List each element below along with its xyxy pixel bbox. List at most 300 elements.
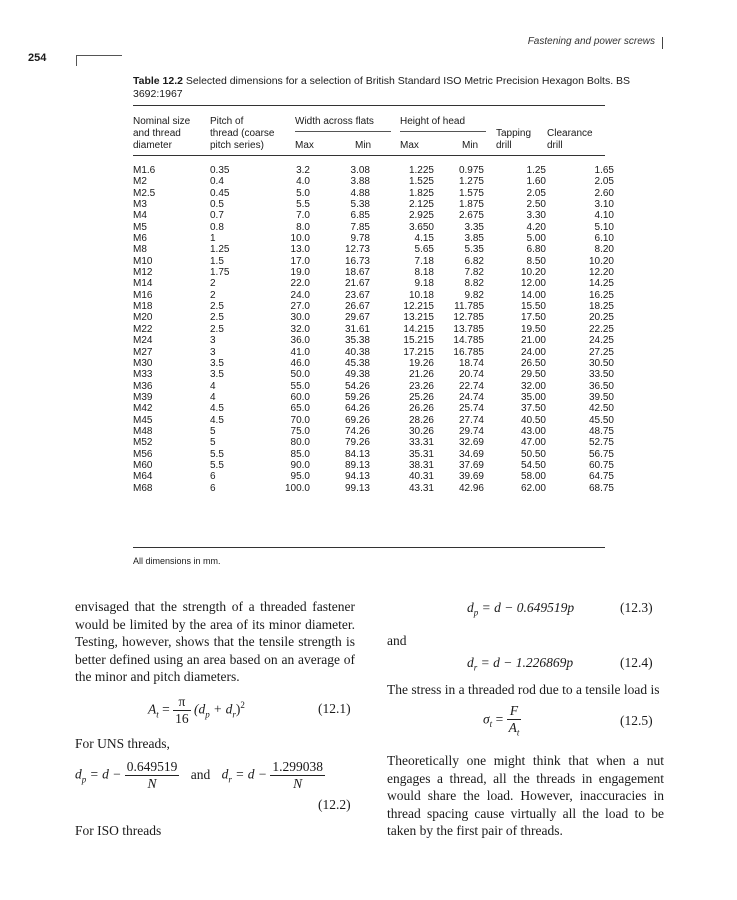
cell-height-max: 14.215 bbox=[403, 323, 434, 335]
cell-clearance-drill: 48.75 bbox=[588, 425, 614, 437]
cell-pitch: 1.25 bbox=[210, 244, 230, 256]
cell-width-max: 27.0 bbox=[290, 301, 310, 313]
cell-height-min: 1.575 bbox=[458, 187, 484, 199]
width-group-rule bbox=[295, 131, 391, 132]
corner-mark-horizontal bbox=[76, 55, 122, 56]
cell-tapping-drill: 37.50 bbox=[520, 403, 546, 415]
cell-nominal-size: M24 bbox=[133, 335, 153, 347]
header-line: diameter bbox=[133, 140, 172, 151]
cell-pitch: 2 bbox=[210, 289, 216, 301]
eq-num: 1.299038 bbox=[272, 759, 323, 774]
cell-nominal-size: M6 bbox=[133, 233, 147, 245]
header-pitch bbox=[210, 116, 274, 152]
cell-nominal-size: M16 bbox=[133, 289, 153, 301]
cell-clearance-drill: 6.10 bbox=[594, 233, 614, 245]
cell-width-max: 70.0 bbox=[290, 414, 310, 426]
cell-pitch: 6 bbox=[210, 471, 216, 483]
cell-pitch: 3.5 bbox=[210, 369, 224, 381]
cell-height-min: 42.96 bbox=[458, 482, 484, 494]
header-height-min: Min bbox=[462, 140, 479, 151]
cell-nominal-size: M12 bbox=[133, 267, 153, 279]
table-bottom-rule bbox=[133, 547, 605, 548]
cell-clearance-drill: 24.25 bbox=[588, 335, 614, 347]
eq-symbol: A bbox=[148, 701, 157, 717]
cell-width-min: 3.08 bbox=[350, 165, 370, 176]
cell-clearance-drill: 16.25 bbox=[588, 289, 614, 301]
header-nominal-size bbox=[133, 116, 190, 152]
cell-height-max: 33.31 bbox=[408, 437, 434, 449]
cell-width-min: 6.85 bbox=[350, 210, 370, 222]
cell-height-min: 37.69 bbox=[458, 459, 484, 471]
cell-width-min: 45.38 bbox=[344, 357, 370, 369]
cell-clearance-drill: 42.50 bbox=[588, 403, 614, 415]
cell-nominal-size: M27 bbox=[133, 346, 153, 358]
cell-width-max: 8.0 bbox=[296, 221, 310, 233]
cell-clearance-drill: 27.25 bbox=[588, 346, 614, 358]
cell-width-min: 89.13 bbox=[344, 459, 370, 471]
cell-width-min: 84.13 bbox=[344, 448, 370, 460]
cell-tapping-drill: 19.50 bbox=[520, 323, 546, 335]
cell-height-max: 12.215 bbox=[403, 301, 434, 313]
header-line: Nominal size bbox=[133, 116, 191, 127]
cell-clearance-drill: 10.20 bbox=[588, 255, 614, 267]
cell-width-min: 54.26 bbox=[344, 380, 370, 392]
eq-sub: r bbox=[228, 774, 232, 785]
cell-pitch: 3 bbox=[210, 335, 216, 347]
cell-tapping-drill: 47.00 bbox=[520, 437, 546, 449]
equation-number-12-4: (12.4) bbox=[620, 655, 653, 670]
cell-height-min: 12.785 bbox=[453, 312, 484, 324]
cell-height-min: 1.275 bbox=[458, 176, 484, 188]
header-width-group: Width across flats bbox=[295, 116, 374, 127]
cell-width-max: 100.0 bbox=[284, 482, 310, 494]
cell-height-min: 5.35 bbox=[464, 244, 484, 256]
eq-sup: 2 bbox=[240, 700, 245, 711]
cell-nominal-size: M4 bbox=[133, 210, 147, 222]
cell-clearance-drill: 3.10 bbox=[594, 199, 614, 211]
cell-pitch: 2.5 bbox=[210, 323, 224, 335]
cell-tapping-drill: 29.50 bbox=[520, 369, 546, 381]
cell-tapping-drill: 10.20 bbox=[520, 267, 546, 279]
cell-tapping-drill: 5.00 bbox=[526, 233, 546, 245]
table-top-rule bbox=[133, 105, 605, 106]
cell-clearance-drill: 22.25 bbox=[588, 323, 614, 335]
cell-height-min: 3.35 bbox=[464, 221, 484, 233]
cell-height-max: 43.31 bbox=[408, 482, 434, 494]
cell-height-max: 21.26 bbox=[408, 369, 434, 381]
cell-height-min: 0.975 bbox=[458, 165, 484, 176]
eq-symbol: d bbox=[221, 766, 229, 782]
cell-pitch: 0.35 bbox=[210, 165, 230, 176]
cell-height-max: 1.825 bbox=[408, 187, 434, 199]
cell-pitch: 0.8 bbox=[210, 221, 224, 233]
eq-and: and bbox=[190, 766, 211, 782]
cell-height-max: 3.650 bbox=[408, 221, 434, 233]
header-clearance bbox=[547, 128, 593, 152]
cell-height-max: 9.18 bbox=[414, 278, 434, 290]
cell-pitch: 3.5 bbox=[210, 357, 224, 369]
cell-height-min: 39.69 bbox=[458, 471, 484, 483]
cell-pitch: 5 bbox=[210, 437, 216, 449]
header-tapping bbox=[496, 128, 531, 152]
cell-nominal-size: M8 bbox=[133, 244, 147, 256]
cell-width-max: 55.0 bbox=[290, 380, 310, 392]
eq-part: = d − bbox=[231, 766, 271, 782]
eq-symbol: d bbox=[75, 766, 82, 782]
cell-width-max: 3.2 bbox=[296, 165, 310, 176]
cell-height-max: 23.26 bbox=[408, 380, 434, 392]
cell-pitch: 5.5 bbox=[210, 459, 224, 471]
cell-height-min: 14.785 bbox=[453, 335, 484, 347]
cell-clearance-drill: 12.20 bbox=[588, 267, 614, 279]
eq-part: = d − 0.649519p bbox=[478, 600, 575, 615]
cell-height-max: 2.925 bbox=[408, 210, 434, 222]
cell-pitch: 1.5 bbox=[210, 255, 224, 267]
cell-nominal-size: M30 bbox=[133, 357, 153, 369]
cell-width-min: 18.67 bbox=[344, 267, 370, 279]
eq-den bbox=[507, 719, 522, 738]
cell-pitch: 2 bbox=[210, 278, 216, 290]
cell-width-max: 30.0 bbox=[290, 312, 310, 324]
table-caption-text: Selected dimensions for a selection of British Standard ISO Metric Precision Hexagon Bolts. BS 3692:1967 bbox=[133, 75, 631, 100]
cell-height-max: 40.31 bbox=[408, 471, 434, 483]
cell-width-min: 7.85 bbox=[350, 221, 370, 233]
cell-tapping-drill: 43.00 bbox=[520, 425, 546, 437]
paragraph-strength: envisaged that the strength of a threaded fastener would be limited by the area of its minor diameter. Testing, however, shows that the tensile strength is better defined using an area based on an average of the minor and pitch diameters. bbox=[75, 599, 355, 684]
eq-num: F bbox=[509, 703, 519, 718]
cell-clearance-drill: 60.75 bbox=[588, 459, 614, 471]
cell-tapping-drill: 12.00 bbox=[520, 278, 546, 290]
cell-clearance-drill: 4.10 bbox=[594, 210, 614, 222]
cell-height-min: 2.675 bbox=[458, 210, 484, 222]
cell-width-min: 29.67 bbox=[344, 312, 370, 324]
cell-tapping-drill: 4.20 bbox=[526, 221, 546, 233]
cell-tapping-drill: 15.50 bbox=[520, 301, 546, 313]
cell-width-min: 59.26 bbox=[344, 391, 370, 403]
header-height-max: Max bbox=[400, 140, 419, 151]
paragraph-thread-load: Theoretically one might think that when a nut engages a thread, all the threads in engagement would share the load. However, inaccuracies in thread spacing cause virtually all the load to be taken by the first pair of threads. bbox=[387, 753, 664, 838]
cell-height-max: 2.125 bbox=[408, 199, 434, 211]
cell-height-max: 28.26 bbox=[408, 414, 434, 426]
cell-pitch: 0.5 bbox=[210, 199, 224, 211]
cell-height-max: 15.215 bbox=[403, 335, 434, 347]
cell-height-max: 13.215 bbox=[403, 312, 434, 324]
cell-width-max: 36.0 bbox=[290, 335, 310, 347]
cell-tapping-drill: 8.50 bbox=[526, 255, 546, 267]
eq-symbol: d bbox=[467, 655, 474, 670]
eq-part: + d bbox=[209, 701, 233, 717]
cell-height-max: 26.26 bbox=[408, 403, 434, 415]
cell-clearance-drill: 8.20 bbox=[594, 244, 614, 256]
eq-part: = d − 1.226869p bbox=[477, 655, 574, 670]
eq-num: 0.649519 bbox=[126, 759, 178, 774]
corner-mark-vertical bbox=[76, 55, 77, 66]
eq-den-symbol: A bbox=[508, 720, 517, 735]
table-note: All dimensions in mm. bbox=[133, 556, 221, 566]
cell-tapping-drill: 14.00 bbox=[520, 289, 546, 301]
cell-clearance-drill: 14.25 bbox=[588, 278, 614, 290]
cell-nominal-size: M48 bbox=[133, 425, 153, 437]
cell-width-max: 7.0 bbox=[296, 210, 310, 222]
eq-sub: r bbox=[473, 662, 478, 673]
cell-clearance-drill: 56.75 bbox=[588, 448, 614, 460]
cell-clearance-drill: 2.05 bbox=[594, 176, 614, 188]
header-width-min: Min bbox=[355, 140, 372, 151]
cell-width-min: 69.26 bbox=[344, 414, 370, 426]
cell-height-min: 16.785 bbox=[453, 346, 484, 358]
cell-width-max: 95.0 bbox=[290, 471, 310, 483]
cell-tapping-drill: 50.50 bbox=[520, 448, 546, 460]
cell-tapping-drill: 35.00 bbox=[520, 391, 546, 403]
eq-sub: t bbox=[156, 709, 159, 720]
cell-nominal-size: M33 bbox=[133, 369, 153, 381]
cell-width-min: 74.26 bbox=[344, 425, 370, 437]
cell-pitch: 4 bbox=[210, 391, 216, 403]
cell-nominal-size: M39 bbox=[133, 391, 153, 403]
cell-clearance-drill: 30.50 bbox=[588, 357, 614, 369]
cell-height-max: 8.18 bbox=[414, 267, 434, 279]
eq-fraction bbox=[507, 703, 522, 738]
cell-pitch: 5.5 bbox=[210, 448, 224, 460]
header-line: Tapping bbox=[496, 128, 532, 139]
page-number: 254 bbox=[28, 52, 47, 64]
cell-tapping-drill: 1.25 bbox=[526, 165, 546, 176]
cell-height-min: 22.74 bbox=[458, 380, 484, 392]
cell-height-min: 32.69 bbox=[458, 437, 484, 449]
cell-pitch: 1 bbox=[210, 233, 216, 245]
header-line: Pitch of bbox=[210, 116, 244, 127]
cell-width-min: 64.26 bbox=[344, 403, 370, 415]
cell-width-max: 4.0 bbox=[296, 176, 310, 188]
cell-width-min: 23.67 bbox=[344, 289, 370, 301]
cell-width-max: 80.0 bbox=[290, 437, 310, 449]
cell-width-max: 46.0 bbox=[290, 357, 310, 369]
equation-number-12-2: (12.2) bbox=[318, 797, 351, 812]
cell-nominal-size: M1.6 bbox=[133, 165, 156, 176]
cell-height-max: 25.26 bbox=[408, 391, 434, 403]
cell-height-max: 35.31 bbox=[408, 448, 434, 460]
header-line: drill bbox=[547, 140, 563, 151]
cell-height-min: 7.82 bbox=[464, 267, 484, 279]
cell-pitch: 2.5 bbox=[210, 301, 224, 313]
header-line: Clearance bbox=[547, 128, 593, 139]
cell-height-min: 20.74 bbox=[458, 369, 484, 381]
cell-width-max: 75.0 bbox=[290, 425, 310, 437]
cell-height-min: 6.82 bbox=[464, 255, 484, 267]
cell-width-max: 32.0 bbox=[290, 323, 310, 335]
cell-clearance-drill: 5.10 bbox=[594, 221, 614, 233]
eq-sub: p bbox=[205, 709, 210, 720]
cell-width-min: 21.67 bbox=[344, 278, 370, 290]
cell-height-max: 1.525 bbox=[408, 176, 434, 188]
cell-width-min: 5.38 bbox=[350, 199, 370, 211]
cell-width-min: 99.13 bbox=[344, 482, 370, 494]
cell-tapping-drill: 32.00 bbox=[520, 380, 546, 392]
equation-12-3 bbox=[467, 600, 574, 618]
cell-clearance-drill: 20.25 bbox=[588, 312, 614, 324]
uns-label: For UNS threads, bbox=[75, 736, 170, 751]
cell-tapping-drill: 6.80 bbox=[526, 244, 546, 256]
cell-height-min: 29.74 bbox=[458, 425, 484, 437]
cell-height-max: 17.215 bbox=[403, 346, 434, 358]
eq-den: N bbox=[125, 775, 180, 792]
cell-pitch: 3 bbox=[210, 346, 216, 358]
iso-label: For ISO threads bbox=[75, 823, 162, 838]
cell-tapping-drill: 1.60 bbox=[526, 176, 546, 188]
cell-width-max: 85.0 bbox=[290, 448, 310, 460]
cell-clearance-drill: 64.75 bbox=[588, 471, 614, 483]
cell-width-max: 41.0 bbox=[290, 346, 310, 358]
cell-pitch: 4.5 bbox=[210, 403, 224, 415]
eq-fraction bbox=[125, 759, 180, 792]
eq-symbol: d bbox=[467, 600, 474, 615]
cell-clearance-drill: 39.50 bbox=[588, 391, 614, 403]
cell-width-max: 19.0 bbox=[290, 267, 310, 279]
cell-width-min: 49.38 bbox=[344, 369, 370, 381]
cell-tapping-drill: 26.50 bbox=[520, 357, 546, 369]
cell-width-min: 26.67 bbox=[344, 301, 370, 313]
eq-fraction bbox=[270, 759, 325, 792]
cell-width-max: 60.0 bbox=[290, 391, 310, 403]
equation-12-1: $A_t$ = $\frac{\pi}{16}$ $(d_p + d_r)^2$ bbox=[148, 694, 245, 726]
cell-width-max: 22.0 bbox=[290, 278, 310, 290]
eq-sub: t bbox=[489, 719, 493, 730]
cell-width-max: 5.0 bbox=[296, 187, 310, 199]
cell-width-max: 17.0 bbox=[290, 255, 310, 267]
cell-width-min: 12.73 bbox=[344, 244, 370, 256]
cell-nominal-size: M10 bbox=[133, 255, 153, 267]
stress-text: The stress in a threaded rod due to a tensile load is bbox=[387, 682, 660, 697]
eq-sub: p bbox=[473, 607, 479, 618]
cell-pitch: 5 bbox=[210, 425, 216, 437]
cell-height-min: 18.74 bbox=[458, 357, 484, 369]
cell-width-max: 50.0 bbox=[290, 369, 310, 381]
cell-height-min: 9.82 bbox=[464, 289, 484, 301]
eq-sub: r bbox=[232, 709, 236, 720]
cell-height-min: 8.82 bbox=[464, 278, 484, 290]
cell-pitch: 4 bbox=[210, 380, 216, 392]
cell-width-min: 9.78 bbox=[350, 233, 370, 245]
cell-width-min: 35.38 bbox=[344, 335, 370, 347]
cell-height-min: 3.85 bbox=[464, 233, 484, 245]
cell-clearance-drill: 1.65 bbox=[594, 165, 614, 176]
cell-pitch: 0.7 bbox=[210, 210, 224, 222]
header-height-group: Height of head bbox=[400, 116, 466, 127]
cell-height-max: 5.65 bbox=[414, 244, 434, 256]
cell-tapping-drill: 21.00 bbox=[520, 335, 546, 347]
cell-height-max: 19.26 bbox=[408, 357, 434, 369]
cell-pitch: 2.5 bbox=[210, 312, 224, 324]
cell-height-max: 4.15 bbox=[414, 233, 434, 245]
cell-clearance-drill: 68.75 bbox=[588, 482, 614, 494]
cell-nominal-size: M18 bbox=[133, 301, 153, 313]
cell-pitch: 4.5 bbox=[210, 414, 224, 426]
cell-nominal-size: M52 bbox=[133, 437, 153, 449]
cell-clearance-drill: 33.50 bbox=[588, 369, 614, 381]
cell-tapping-drill: 62.00 bbox=[520, 482, 546, 494]
cell-width-max: 5.5 bbox=[296, 199, 310, 211]
cell-nominal-size: M2.5 bbox=[133, 187, 156, 199]
equation-number-12-1: (12.1) bbox=[318, 701, 351, 716]
cell-clearance-drill: 52.75 bbox=[588, 437, 614, 449]
cell-nominal-size: M36 bbox=[133, 380, 153, 392]
cell-height-min: 27.74 bbox=[458, 414, 484, 426]
cell-clearance-drill: 45.50 bbox=[588, 414, 614, 426]
cell-height-max: 7.18 bbox=[414, 255, 434, 267]
cell-nominal-size: M56 bbox=[133, 448, 153, 460]
eq-sub: t bbox=[516, 727, 520, 738]
cell-height-min: 34.69 bbox=[458, 448, 484, 460]
cell-width-min: 16.73 bbox=[344, 255, 370, 267]
running-head: Fastening and power screws bbox=[527, 36, 655, 47]
and-text: and bbox=[387, 633, 407, 648]
eq-symbol: σ bbox=[483, 711, 490, 727]
cell-width-min: 31.61 bbox=[344, 323, 370, 335]
eq-num: π bbox=[178, 694, 186, 709]
cell-tapping-drill: 40.50 bbox=[520, 414, 546, 426]
cell-width-min: 94.13 bbox=[344, 471, 370, 483]
cell-nominal-size: M42 bbox=[133, 403, 153, 415]
header-line: pitch series) bbox=[210, 140, 264, 151]
cell-tapping-drill: 2.05 bbox=[526, 187, 546, 199]
cell-height-max: 38.31 bbox=[408, 459, 434, 471]
cell-tapping-drill: 24.00 bbox=[520, 346, 546, 358]
cell-width-min: 40.38 bbox=[344, 346, 370, 358]
cell-height-min: 13.785 bbox=[453, 323, 484, 335]
table-label: Table 12.2 bbox=[133, 75, 183, 87]
eq-part: (d bbox=[194, 701, 206, 717]
cell-width-min: 79.26 bbox=[344, 437, 370, 449]
cell-nominal-size: M22 bbox=[133, 323, 153, 335]
cell-nominal-size: M64 bbox=[133, 471, 153, 483]
cell-nominal-size: M68 bbox=[133, 482, 153, 494]
eq-part: = d − bbox=[86, 766, 125, 782]
cell-nominal-size: M3 bbox=[133, 199, 147, 211]
cell-height-min: 11.785 bbox=[454, 301, 484, 313]
cell-height-min: 25.74 bbox=[458, 403, 484, 415]
cell-pitch: 6 bbox=[210, 482, 216, 494]
eq-fraction bbox=[173, 694, 191, 727]
cell-width-min: 4.88 bbox=[350, 187, 370, 199]
cell-height-max: 10.18 bbox=[408, 289, 434, 301]
table-header-rule bbox=[133, 155, 605, 156]
cell-pitch: 0.4 bbox=[210, 176, 224, 188]
cell-height-min: 24.74 bbox=[458, 391, 484, 403]
cell-width-max: 13.0 bbox=[290, 244, 310, 256]
eq-den: N bbox=[270, 775, 325, 792]
equation-12-5: $\sigma_t$ = $\frac{F}{A_t}$ bbox=[483, 703, 520, 738]
cell-width-max: 10.0 bbox=[290, 233, 310, 245]
cell-nominal-size: M60 bbox=[133, 459, 153, 471]
cell-tapping-drill: 58.00 bbox=[520, 471, 546, 483]
cell-width-max: 90.0 bbox=[290, 459, 310, 471]
eq-sub: p bbox=[81, 774, 87, 785]
header-width-max: Max bbox=[295, 140, 314, 151]
equation-number-12-5: (12.5) bbox=[620, 713, 653, 728]
cell-height-min: 1.875 bbox=[458, 199, 484, 211]
cell-height-max: 1.225 bbox=[408, 165, 434, 176]
equation-12-2 bbox=[75, 759, 325, 792]
cell-width-max: 24.0 bbox=[290, 289, 310, 301]
equation-number-12-3: (12.3) bbox=[620, 600, 653, 615]
cell-nominal-size: M5 bbox=[133, 221, 147, 233]
table-caption bbox=[133, 75, 648, 101]
header-line: and thread bbox=[133, 128, 181, 139]
running-head-tick bbox=[662, 37, 663, 49]
cell-nominal-size: M20 bbox=[133, 312, 153, 324]
header-line: drill bbox=[496, 140, 512, 151]
header-line: thread (coarse bbox=[210, 128, 275, 139]
